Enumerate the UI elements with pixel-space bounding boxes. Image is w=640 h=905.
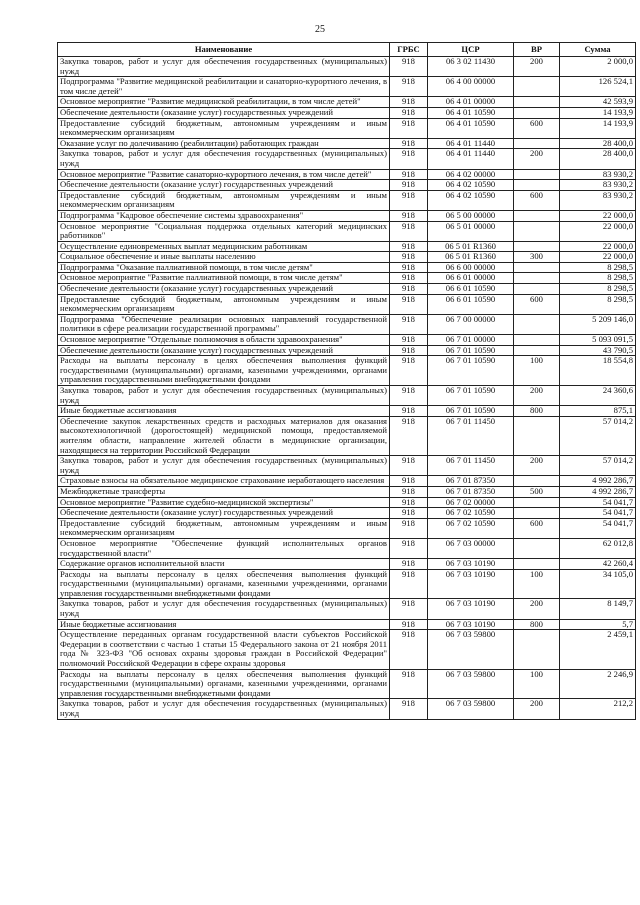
table-row [58,294,636,314]
cell-grbs: 918 [390,210,428,221]
table-row [58,284,636,295]
cell-grbs: 918 [390,77,428,97]
cell-name: Основное мероприятие "Обеспечение функций исполнительных органов государственной власти" [58,538,390,558]
table-row [58,221,636,241]
cell-csr: 06 7 01 11450 [428,456,514,476]
cell-csr: 06 7 01 10590 [428,345,514,356]
cell-grbs: 918 [390,569,428,599]
table-row [58,599,636,619]
cell-csr: 06 5 01 R1360 [428,241,514,252]
cell-vr: 600 [514,190,560,210]
cell-sum: 28 400,0 [560,149,636,169]
cell-grbs: 918 [390,221,428,241]
cell-grbs: 918 [390,252,428,263]
cell-vr: 600 [514,518,560,538]
page-number: 25 [315,24,325,35]
table-row [58,619,636,630]
cell-csr: 06 4 01 11440 [428,138,514,149]
cell-csr: 06 4 00 00000 [428,77,514,97]
cell-grbs: 918 [390,190,428,210]
cell-vr [514,497,560,508]
cell-grbs: 918 [390,149,428,169]
cell-grbs: 918 [390,107,428,118]
cell-csr: 06 7 01 10590 [428,356,514,386]
cell-vr: 600 [514,118,560,138]
cell-name: Оказание услуг по долечиванию (реабилитации) работающих граждан [58,138,390,149]
cell-csr: 06 7 00 00000 [428,314,514,334]
cell-csr: 06 4 02 10590 [428,190,514,210]
cell-sum: 2 246,9 [560,669,636,699]
cell-name: Обеспечение деятельности (оказание услуг) государственных учреждений [58,107,390,118]
table-row [58,669,636,699]
cell-vr [514,180,560,191]
cell-sum: 54 041,7 [560,497,636,508]
table-row [58,118,636,138]
cell-grbs: 918 [390,138,428,149]
budget-table [57,42,636,720]
cell-name: Обеспечение деятельности (оказание услуг) государственных учреждений [58,180,390,191]
cell-csr: 06 6 01 10590 [428,284,514,295]
cell-grbs: 918 [390,314,428,334]
table-row [58,456,636,476]
cell-grbs: 918 [390,416,428,455]
cell-grbs: 918 [390,169,428,180]
cell-name: Основное мероприятие "Развитие санаторно-курортного лечения, в том числе детей" [58,169,390,180]
cell-sum: 4 992 286,7 [560,486,636,497]
table-row [58,406,636,417]
table-row [58,57,636,77]
cell-vr [514,345,560,356]
cell-name: Обеспечение закупок лекарственных средств и расходных материалов для оказания высокотехнологичной (дорогостоящей) медицинской помощи, предоставляемой жителям области, направление жителей области в медицинские организации, находящиеся на территории Российской Федерации [58,416,390,455]
cell-sum: 5,7 [560,619,636,630]
cell-vr [514,314,560,334]
cell-grbs: 918 [390,273,428,284]
cell-grbs: 918 [390,241,428,252]
table-row [58,569,636,599]
cell-sum: 57 014,2 [560,456,636,476]
cell-csr: 06 7 01 11450 [428,416,514,455]
cell-csr: 06 7 02 10590 [428,518,514,538]
table-row [58,262,636,273]
cell-name: Основное мероприятие "Развитие медицинской реабилитации, в том числе детей" [58,97,390,108]
cell-sum: 28 400,0 [560,138,636,149]
table-row [58,138,636,149]
cell-vr [514,416,560,455]
cell-grbs: 918 [390,476,428,487]
cell-vr: 800 [514,619,560,630]
cell-grbs: 918 [390,699,428,719]
cell-name: Иные бюджетные ассигнования [58,619,390,630]
cell-sum: 126 524,1 [560,77,636,97]
table-row [58,107,636,118]
cell-sum: 18 554,8 [560,356,636,386]
table-row [58,345,636,356]
cell-vr: 800 [514,406,560,417]
cell-csr: 06 4 01 10590 [428,107,514,118]
table-row [58,273,636,284]
cell-csr: 06 4 01 11440 [428,149,514,169]
cell-csr: 06 7 01 87350 [428,486,514,497]
cell-csr: 06 4 02 10590 [428,180,514,191]
cell-vr [514,169,560,180]
cell-name: Расходы на выплаты персоналу в целях обеспечения выполнения функций государственными (муниципальными) органами, казенными учреждениями, органами управления государственными внебюджетными фондами [58,569,390,599]
cell-name: Социальное обеспечение и иные выплаты населению [58,252,390,263]
cell-csr: 06 7 03 10190 [428,569,514,599]
table-row [58,210,636,221]
cell-sum: 42 260,4 [560,559,636,570]
cell-vr [514,138,560,149]
cell-csr: 06 6 00 00000 [428,262,514,273]
cell-csr: 06 6 01 10590 [428,294,514,314]
cell-sum: 54 041,7 [560,508,636,519]
cell-grbs: 918 [390,599,428,619]
cell-vr: 200 [514,456,560,476]
cell-sum: 5 093 091,5 [560,335,636,346]
cell-grbs: 918 [390,262,428,273]
cell-csr: 06 7 03 59800 [428,669,514,699]
table-row [58,476,636,487]
cell-grbs: 918 [390,335,428,346]
cell-grbs: 918 [390,456,428,476]
cell-csr: 06 5 00 00000 [428,210,514,221]
cell-grbs: 918 [390,619,428,630]
table-row [58,180,636,191]
cell-vr [514,335,560,346]
cell-vr [514,97,560,108]
cell-grbs: 918 [390,497,428,508]
cell-vr: 200 [514,57,560,77]
cell-vr: 200 [514,599,560,619]
cell-vr [514,273,560,284]
cell-name: Основное мероприятие "Отдельные полномочия в области здравоохранения" [58,335,390,346]
table-row [58,416,636,455]
cell-grbs: 918 [390,97,428,108]
cell-name: Закупка товаров, работ и услуг для обеспечения государственных (муниципальных) нужд [58,456,390,476]
cell-name: Осуществление переданных органам государственной власти субъектов Российской Федерации в соответствии с частью 1 статьи 15 Федерального закона от 21 ноября 2011 года № 323-ФЗ "Об основах охраны здоровья граждан в Российской Федерации" полномочий Российской Федерации в сфере охраны здоровья [58,630,390,669]
cell-sum: 875,1 [560,406,636,417]
table-row [58,518,636,538]
table-row [58,386,636,406]
cell-vr: 500 [514,486,560,497]
cell-sum: 8 149,7 [560,599,636,619]
cell-grbs: 918 [390,406,428,417]
cell-csr: 06 7 02 00000 [428,497,514,508]
cell-vr [514,538,560,558]
cell-sum: 22 000,0 [560,221,636,241]
cell-sum: 34 105,0 [560,569,636,599]
cell-name: Основное мероприятие "Социальная поддержка отдельных категорий медицинских работников" [58,221,390,241]
cell-grbs: 918 [390,386,428,406]
cell-grbs: 918 [390,508,428,519]
cell-name: Страховые взносы на обязательное медицинское страхование неработающего населения [58,476,390,487]
table-row [58,335,636,346]
cell-name: Закупка товаров, работ и услуг для обеспечения государственных (муниципальных) нужд [58,149,390,169]
table-row [58,508,636,519]
cell-sum: 22 000,0 [560,241,636,252]
cell-sum: 2 000,0 [560,57,636,77]
cell-name: Подпрограмма "Кадровое обеспечение системы здравоохранения" [58,210,390,221]
cell-sum: 62 012,8 [560,538,636,558]
cell-vr [514,77,560,97]
cell-sum: 8 298,5 [560,273,636,284]
cell-vr: 100 [514,569,560,599]
cell-vr [514,284,560,295]
table-row [58,559,636,570]
cell-sum: 8 298,5 [560,262,636,273]
column-header-csr: ЦСР [428,43,514,57]
cell-sum: 24 360,6 [560,386,636,406]
cell-vr: 200 [514,699,560,719]
cell-vr: 200 [514,149,560,169]
table-row [58,486,636,497]
cell-name: Содержание органов исполнительной власти [58,559,390,570]
cell-sum: 83 930,2 [560,190,636,210]
cell-grbs: 918 [390,559,428,570]
cell-vr [514,476,560,487]
cell-sum: 8 298,5 [560,284,636,295]
cell-grbs: 918 [390,118,428,138]
cell-name: Подпрограмма "Обеспечение реализации основных направлений государственной политики в сфере реализации государственной программы" [58,314,390,334]
cell-grbs: 918 [390,518,428,538]
cell-vr: 300 [514,252,560,263]
cell-vr [514,262,560,273]
cell-sum: 83 930,2 [560,169,636,180]
cell-name: Расходы на выплаты персоналу в целях обеспечения выполнения функций государственными (муниципальными) органами, казенными учреждениями, органами управления государственными внебюджетными фондами [58,356,390,386]
cell-csr: 06 5 01 R1360 [428,252,514,263]
cell-grbs: 918 [390,356,428,386]
cell-csr: 06 7 01 10590 [428,406,514,417]
cell-grbs: 918 [390,538,428,558]
cell-csr: 06 7 03 00000 [428,538,514,558]
cell-name: Основное мероприятие "Развитие паллиативной помощи, в том числе детям" [58,273,390,284]
cell-csr: 06 7 03 10190 [428,599,514,619]
cell-csr: 06 4 02 00000 [428,169,514,180]
cell-name: Иные бюджетные ассигнования [58,406,390,417]
column-header-name: Наименование [58,43,390,57]
table-row [58,190,636,210]
cell-sum: 22 000,0 [560,252,636,263]
cell-vr: 100 [514,669,560,699]
table-row [58,314,636,334]
column-header-vr: ВР [514,43,560,57]
cell-sum: 14 193,9 [560,107,636,118]
cell-name: Обеспечение деятельности (оказание услуг) государственных учреждений [58,284,390,295]
cell-csr: 06 3 02 11430 [428,57,514,77]
table-row [58,241,636,252]
table-row [58,497,636,508]
cell-name: Обеспечение деятельности (оказание услуг) государственных учреждений [58,345,390,356]
cell-grbs: 918 [390,57,428,77]
cell-sum: 57 014,2 [560,416,636,455]
cell-vr [514,559,560,570]
cell-name: Межбюджетные трансферты [58,486,390,497]
cell-grbs: 918 [390,669,428,699]
table-row [58,77,636,97]
cell-name: Обеспечение деятельности (оказание услуг) государственных учреждений [58,508,390,519]
table-row [58,630,636,669]
cell-csr: 06 5 01 00000 [428,221,514,241]
cell-name: Закупка товаров, работ и услуг для обеспечения государственных (муниципальных) нужд [58,599,390,619]
cell-vr: 100 [514,356,560,386]
cell-sum: 43 790,5 [560,345,636,356]
cell-name: Закупка товаров, работ и услуг для обеспечения государственных (муниципальных) нужд [58,699,390,719]
cell-csr: 06 4 01 10590 [428,118,514,138]
cell-csr: 06 7 01 87350 [428,476,514,487]
table-header-row [58,43,636,57]
cell-sum: 4 992 286,7 [560,476,636,487]
column-header-grbs: ГРБС [390,43,428,57]
cell-sum: 83 930,2 [560,180,636,191]
cell-csr: 06 7 03 10190 [428,619,514,630]
cell-sum: 2 459,1 [560,630,636,669]
column-header-sum: Сумма [560,43,636,57]
cell-csr: 06 4 01 00000 [428,97,514,108]
cell-csr: 06 7 01 10590 [428,386,514,406]
table-row [58,97,636,108]
cell-sum: 42 593,9 [560,97,636,108]
cell-csr: 06 7 03 59800 [428,630,514,669]
cell-name: Закупка товаров, работ и услуг для обеспечения государственных (муниципальных) нужд [58,57,390,77]
table-row [58,252,636,263]
cell-vr [514,630,560,669]
cell-vr: 600 [514,294,560,314]
cell-name: Подпрограмма "Оказание паллиативной помощи, в том числе детям" [58,262,390,273]
table-row [58,699,636,719]
cell-sum: 8 298,5 [560,294,636,314]
cell-grbs: 918 [390,345,428,356]
cell-vr [514,508,560,519]
cell-csr: 06 6 01 00000 [428,273,514,284]
cell-grbs: 918 [390,284,428,295]
cell-vr [514,221,560,241]
cell-csr: 06 7 02 10590 [428,508,514,519]
cell-name: Подпрограмма "Развитие медицинской реабилитации и санаторно-курортного лечения, в том числе детей" [58,77,390,97]
cell-grbs: 918 [390,294,428,314]
cell-sum: 22 000,0 [560,210,636,221]
cell-name: Предоставление субсидий бюджетным, автономным учреждениям и иным некоммерческим организациям [58,118,390,138]
cell-name: Предоставление субсидий бюджетным, автономным учреждениям и иным некоммерческим организациям [58,294,390,314]
cell-vr [514,241,560,252]
table-row [58,169,636,180]
cell-vr: 200 [514,386,560,406]
cell-name: Закупка товаров, работ и услуг для обеспечения государственных (муниципальных) нужд [58,386,390,406]
cell-name: Осуществление единовременных выплат медицинским работникам [58,241,390,252]
cell-name: Основное мероприятие "Развитие судебно-медицинской экспертизы" [58,497,390,508]
cell-name: Предоставление субсидий бюджетным, автономным учреждениям и иным некоммерческим организациям [58,190,390,210]
cell-sum: 54 041,7 [560,518,636,538]
cell-grbs: 918 [390,630,428,669]
cell-sum: 14 193,9 [560,118,636,138]
cell-name: Предоставление субсидий бюджетным, автономным учреждениям и иным некоммерческим организациям [58,518,390,538]
table-row [58,538,636,558]
cell-name: Расходы на выплаты персоналу в целях обеспечения выполнения функций государственными (муниципальными) органами, казенными учреждениями, органами управления государственными внебюджетными фондами [58,669,390,699]
cell-csr: 06 7 03 10190 [428,559,514,570]
cell-grbs: 918 [390,180,428,191]
cell-sum: 212,2 [560,699,636,719]
cell-csr: 06 7 01 00000 [428,335,514,346]
cell-csr: 06 7 03 59800 [428,699,514,719]
table-row [58,356,636,386]
cell-sum: 5 209 146,0 [560,314,636,334]
cell-vr [514,210,560,221]
table-row [58,149,636,169]
cell-vr [514,107,560,118]
cell-grbs: 918 [390,486,428,497]
